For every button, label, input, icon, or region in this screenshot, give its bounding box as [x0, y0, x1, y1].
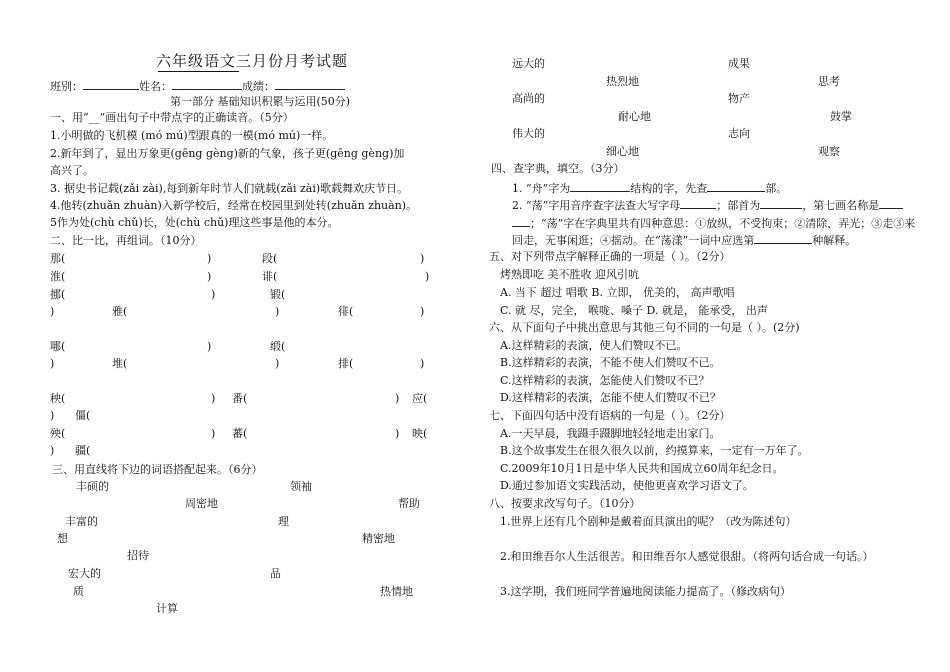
- q3-word[interactable]: 周密地: [185, 497, 218, 510]
- stroke-blank[interactable]: [879, 197, 903, 209]
- q2-cell: 番(: [232, 392, 248, 405]
- q3-word[interactable]: 丰富的: [65, 515, 98, 528]
- name-field[interactable]: [172, 78, 242, 90]
- q6-option[interactable]: B.这样精彩的表演，不能不使人们赞叹不已。: [500, 356, 721, 369]
- q3-word[interactable]: 观察: [818, 145, 840, 158]
- q2-cell: ): [420, 305, 425, 318]
- q2-cell: ): [425, 270, 430, 283]
- q2-cell: ): [207, 340, 212, 353]
- student-info-row: [50, 78, 345, 94]
- q4-line-3: ；“荡”字在字典里共有四种意思：①放纵，不受拘束；②清除，弄光；③走③来: [512, 215, 915, 231]
- q1-sentence-2a: 2.新年到了，显出万象更(gēng gèng)新的气象，孩子更(gēng gèng)加: [50, 147, 405, 160]
- q3-word[interactable]: 招待: [127, 549, 149, 562]
- q6-option[interactable]: C.这样精彩的表演，怎能使人们赞叹不已？: [500, 374, 710, 387]
- q2-cell: ): [275, 305, 280, 318]
- q5-heading: 五、对下列带点字解释正确的一项是（ ）。（2分）: [489, 250, 731, 263]
- q2-cell: ): [420, 357, 425, 370]
- q6-option[interactable]: A.这样精彩的表演，使人们赞叹不已。: [500, 339, 688, 352]
- q2-cell: 淮(: [50, 270, 66, 283]
- q3-word[interactable]: 丰硕的: [76, 480, 109, 493]
- stroke-blank-cont[interactable]: [512, 215, 530, 227]
- q2-cell: ): [211, 427, 216, 440]
- q7-option[interactable]: A.一天早晨，我蹑手蹑脚地轻轻地走出家门。: [500, 427, 721, 440]
- q2-cell: 堆(: [112, 357, 128, 370]
- q3-word[interactable]: 想: [57, 532, 68, 545]
- q4-heading: 四、查字典，填空。（3分）: [491, 162, 625, 175]
- q1-sentence-4: 4.他转(zhuǎn zhuàn)入新学校后，经常在校园里到处转(zhuǎn zhuàn)。: [50, 199, 418, 212]
- q5-option-ab[interactable]: A. 当下 超过 唱歌 B. 立即， 优美的， 高声歌唱: [500, 286, 735, 299]
- q2-cell: ): [50, 444, 55, 457]
- q2-cell: 排(: [338, 357, 354, 370]
- q2-cell: 锻(: [270, 288, 286, 301]
- q2-heading: 二、比一比，再组词。（10分）: [50, 234, 202, 247]
- q2-cell: ): [395, 427, 400, 440]
- q2-cell: 缎(: [270, 340, 286, 353]
- q2-cell: 映(: [412, 427, 428, 440]
- q2-cell: 挪(: [50, 288, 66, 301]
- q2-cell: 应(: [412, 392, 428, 405]
- q3-word[interactable]: 品: [270, 567, 281, 580]
- class-label: 班别：: [50, 80, 83, 93]
- q2-cell: 殃(: [50, 427, 66, 440]
- q2-cell: 僵(: [75, 409, 91, 422]
- q3-word[interactable]: 细心地: [606, 145, 639, 158]
- q3-word[interactable]: 热烈地: [606, 75, 639, 88]
- q8-sentence-3: 3.这学期，我们班同学普遍地阅读能力提高了。（修改病句）: [500, 585, 791, 598]
- page-title: 六年级语文三月份月考试题: [156, 52, 349, 70]
- q2-cell: 徘(: [338, 305, 354, 318]
- q3-word[interactable]: 成果: [728, 57, 750, 70]
- q3-word[interactable]: 远大的: [512, 57, 545, 70]
- q3-word[interactable]: 理: [278, 515, 289, 528]
- q2-cell: 雅(: [112, 305, 128, 318]
- q2-cell: 那(: [50, 252, 66, 265]
- q7-option[interactable]: B.这个故事发生在很久很久以前，约摸算来，一定有一万年了。: [500, 444, 809, 457]
- q2-cell: ): [207, 252, 212, 265]
- q6-option[interactable]: D.这样精彩的表演，怎能不使人们赞叹不已？: [500, 391, 721, 404]
- q2-cell: ): [211, 288, 216, 301]
- q3-word[interactable]: 精密地: [362, 532, 395, 545]
- q3-word[interactable]: 思考: [818, 75, 840, 88]
- q4-line-2: 2. “荡”字用音序查字法查大写字母 ；部首为 ，第七画名称是: [512, 197, 903, 213]
- q2-cell: 哪(: [50, 340, 66, 353]
- q5-option-cd[interactable]: C. 就 尽，完全， 喉咙、嗓子 D. 就是， 能承受， 出声: [500, 304, 768, 317]
- class-field[interactable]: [83, 78, 139, 90]
- name-label: 姓名：: [139, 80, 172, 93]
- q1-heading: 一、用“__”画出句子中带点字的正确读音。（5分）: [50, 111, 294, 124]
- q2-cell: ): [211, 392, 216, 405]
- q2-cell: ): [420, 252, 425, 265]
- q1-sentence-5: 5作为处(chù chǔ)长，处(chù chǔ)理这些事是他的本分。: [50, 216, 339, 229]
- q3-word[interactable]: 宏大的: [68, 567, 101, 580]
- q2-cell: 诽(: [262, 270, 278, 283]
- q2-cell: 蕃(: [232, 427, 248, 440]
- q3-word[interactable]: 领袖: [290, 480, 312, 493]
- structure-blank[interactable]: [570, 180, 630, 192]
- q7-option[interactable]: D.通过参加语文实践活动，使他更喜欢学习语文了。: [500, 479, 754, 492]
- q8-heading: 八、按要求改写句子。（10分）: [489, 497, 641, 510]
- q1-sentence-3: 3. 据史书记载(zǎi zài),每到新年时节人们就载(zǎi zài)歌载舞欢庆节日。: [50, 182, 409, 195]
- q7-option[interactable]: C.2009年10月1日是中华人民共和国成立60周年纪念日。: [500, 462, 784, 475]
- q3-heading: 三、用直线将下边的词语搭配起来。（6分）: [52, 463, 263, 476]
- q3-word[interactable]: 物产: [728, 92, 750, 105]
- q2-cell: ): [50, 305, 55, 318]
- q2-cell: 秧(: [50, 392, 66, 405]
- radical-blank-2[interactable]: [760, 197, 802, 209]
- radical-blank[interactable]: [707, 180, 765, 192]
- q4-line-1: 1. “舟”字为 结构的字，先查 部。: [512, 182, 788, 195]
- q6-heading: 六、从下面句子中挑出意思与其他三句不同的一句是（ ）。(2分): [489, 321, 800, 334]
- score-field[interactable]: [275, 78, 345, 90]
- q3-word[interactable]: 伟大的: [512, 127, 545, 140]
- q5-words: 烤熟即吃 美不胜收 迎风引吭: [500, 268, 639, 281]
- q8-sentence-1: 1.世界上还有几个剧种是戴着面具演出的呢？（改为陈述句）: [500, 515, 797, 528]
- q7-heading: 七、下面四句话中没有语病的一句是（ ）。（2分）: [489, 409, 731, 422]
- q3-word[interactable]: 质: [73, 585, 84, 598]
- q1-sentence-2b: 高兴了。: [50, 164, 94, 177]
- q2-cell: ): [395, 392, 400, 405]
- meaning-blank[interactable]: [754, 232, 812, 244]
- q3-word[interactable]: 耐心地: [618, 110, 651, 123]
- q3-word[interactable]: 高尚的: [512, 92, 545, 105]
- score-label: 成绩：: [242, 80, 275, 93]
- title-underline: [158, 71, 239, 72]
- q3-word[interactable]: 鼓掌: [830, 110, 852, 123]
- q1-sentence-1: 1.小明做的飞机模 (mó mú)型跟真的一模(mó mú)一样。: [50, 129, 334, 142]
- q3-word[interactable]: 帮助: [398, 497, 420, 510]
- part1-heading: 第一部分 基础知识积累与运用(50分): [170, 95, 351, 108]
- q3-word[interactable]: 计算: [156, 602, 178, 615]
- q8-sentence-2: 2.和田维吾尔人生活很苦。和田维吾尔人感觉很甜。（将两句话合成一句话。）: [500, 550, 874, 563]
- q3-word[interactable]: 热情地: [380, 585, 413, 598]
- letter-blank[interactable]: [680, 197, 716, 209]
- q2-cell: ): [275, 357, 280, 370]
- q2-cell: ): [50, 409, 55, 422]
- q2-cell: 段(: [262, 252, 278, 265]
- q4-line-4: 回走，无事闲逛；④摇动。在“荡漾”一词中应选第 种解释。: [512, 234, 857, 247]
- q3-word[interactable]: 志向: [728, 127, 750, 140]
- q2-cell: ): [50, 357, 55, 370]
- q2-cell: ): [207, 270, 212, 283]
- q2-cell: 疆(: [75, 444, 91, 457]
